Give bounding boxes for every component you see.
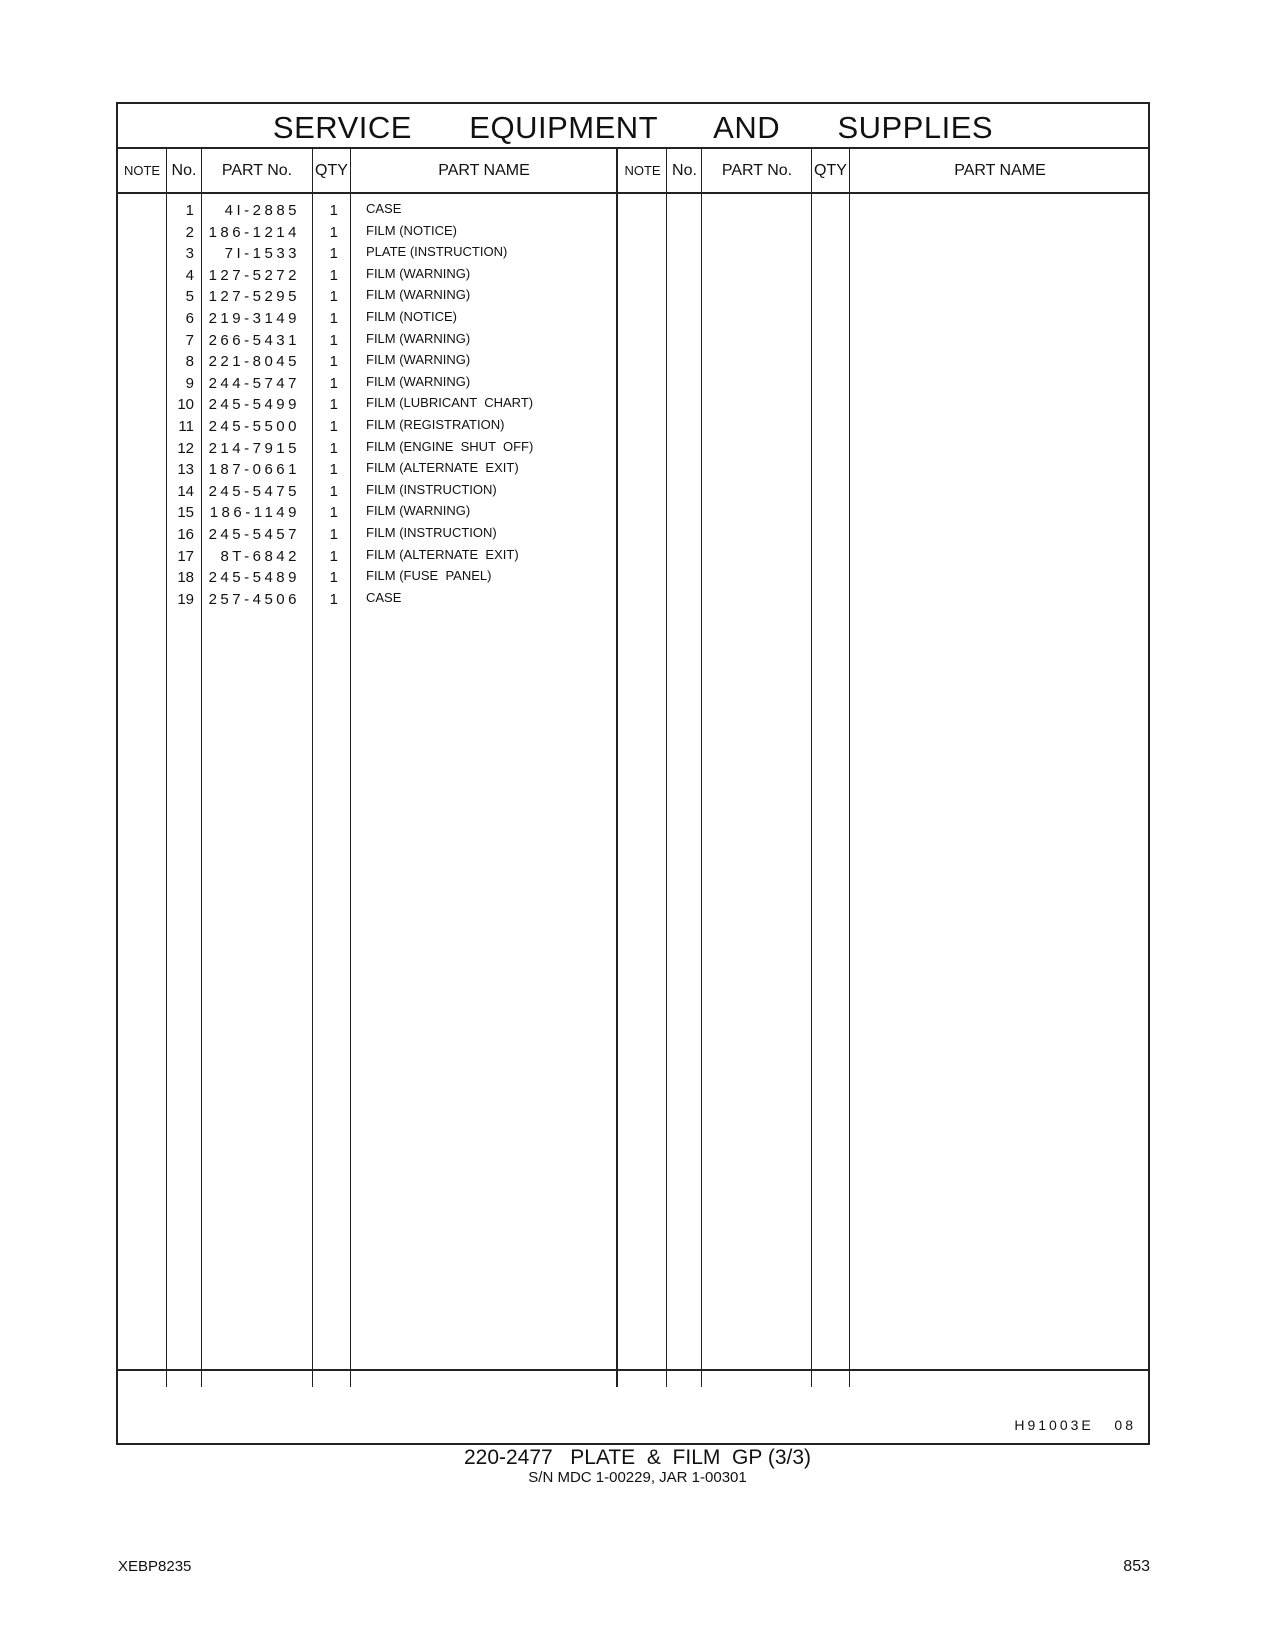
illustration-code: H91003E 08 [1014, 1417, 1136, 1433]
part-name: FILM (INSTRUCTION) [366, 481, 497, 497]
table-row [118, 591, 638, 613]
part-name: PLATE (INSTRUCTION) [366, 244, 508, 260]
item-number: 12 [177, 439, 194, 457]
part-name: FILM (FUSE PANEL) [366, 568, 492, 584]
part-name: FILM (WARNING) [366, 352, 471, 368]
part-number: 127-5272 [208, 266, 300, 284]
part-number: 186-1214 [208, 223, 300, 241]
part-name: FILM (WARNING) [366, 330, 471, 346]
table-row [118, 353, 638, 375]
item-number: 2 [185, 223, 194, 241]
part-number: 7I-1533 [224, 245, 300, 263]
part-name: FILM (ALTERNATE EXIT) [366, 546, 519, 562]
part-number: 8T-6842 [220, 547, 300, 565]
item-number: 16 [177, 526, 194, 543]
part-number: 245-5499 [208, 396, 300, 414]
quantity: 1 [329, 288, 338, 306]
part-number: 244-5747 [208, 374, 300, 392]
quantity: 1 [329, 569, 338, 587]
header-part-name-right: PART NAME [954, 162, 1046, 179]
table-row [118, 418, 638, 440]
table-row [118, 202, 638, 224]
header-part-no-left: PART No. [221, 162, 293, 179]
table-row [118, 310, 638, 332]
quantity: 1 [329, 418, 338, 435]
item-number: 13 [177, 461, 194, 479]
item-number: 1 [185, 202, 194, 219]
column-divider [701, 149, 702, 1387]
header-part-no-right: PART No. [721, 162, 793, 179]
part-name: FILM (ENGINE SHUT OFF) [366, 438, 534, 454]
part-name: FILM (WARNING) [366, 287, 471, 303]
table-row [118, 396, 638, 418]
section-title: SERVICE EQUIPMENT AND SUPPLIES [118, 104, 1148, 149]
part-number: 127-5295 [208, 288, 300, 306]
part-name: CASE [366, 589, 402, 605]
table-row [118, 267, 638, 289]
part-number: 186-1149 [209, 504, 300, 522]
header-qty-right: QTY [814, 162, 847, 179]
table-row [118, 548, 638, 570]
item-number: 11 [178, 418, 194, 435]
part-name: FILM (WARNING) [366, 265, 471, 281]
part-name: FILM (NOTICE) [366, 222, 457, 238]
group-caption: 220-2477 PLATE & FILM GP (3/3) [463, 1446, 812, 1469]
item-number: 15 [177, 504, 194, 522]
item-number: 3 [185, 245, 194, 263]
item-number: 18 [177, 569, 194, 587]
parts-table-frame [116, 102, 1150, 1445]
quantity: 1 [329, 396, 338, 414]
table-header-row [118, 149, 1148, 194]
part-name: FILM (INSTRUCTION) [366, 525, 497, 540]
quantity: 1 [329, 504, 338, 522]
quantity: 1 [329, 310, 338, 327]
part-number: 266-5431 [208, 331, 300, 349]
part-number: 221-8045 [208, 353, 300, 371]
part-name: FILM (NOTICE) [366, 309, 457, 324]
table-row [118, 375, 638, 397]
page-number: 853 [1123, 1558, 1150, 1575]
quantity: 1 [329, 202, 338, 219]
header-qty-left: QTY [315, 162, 348, 179]
quantity: 1 [329, 482, 338, 500]
column-divider [849, 149, 850, 1387]
quantity: 1 [329, 331, 338, 349]
table-row [118, 569, 638, 591]
part-number: 219-3149 [208, 310, 300, 327]
quantity: 1 [329, 374, 338, 392]
quantity: 1 [329, 353, 338, 371]
item-number: 17 [177, 547, 194, 565]
quantity: 1 [329, 547, 338, 565]
header-note-left: NOTE [123, 163, 161, 178]
item-number: 4 [185, 266, 194, 284]
header-no-left: No. [171, 162, 197, 179]
part-name: FILM (LUBRICANT CHART) [366, 395, 534, 411]
quantity: 1 [329, 590, 338, 608]
quantity: 1 [329, 461, 338, 479]
table-row [118, 332, 638, 354]
quantity: 1 [329, 223, 338, 241]
quantity: 1 [329, 439, 338, 457]
item-number: 19 [177, 590, 194, 608]
item-number: 8 [185, 353, 194, 371]
item-number: 10 [177, 396, 194, 414]
column-divider [811, 149, 812, 1387]
table-row [118, 440, 638, 462]
table-row [118, 526, 638, 548]
document-id: XEBP8235 [118, 1558, 192, 1575]
quantity: 1 [329, 245, 338, 263]
table-row [118, 504, 638, 526]
table-row [118, 288, 638, 310]
header-note-right: NOTE [624, 163, 661, 178]
table-row [118, 224, 638, 246]
table-row [118, 461, 638, 483]
part-name: FILM (WARNING) [366, 503, 471, 519]
part-number: 4I-2885 [224, 202, 300, 219]
item-number: 6 [185, 310, 194, 327]
table-row [118, 483, 638, 505]
column-divider [666, 149, 667, 1387]
header-part-name-left: PART NAME [438, 162, 530, 179]
part-number: 245-5475 [208, 482, 300, 500]
part-number: 245-5457 [208, 526, 300, 543]
item-number: 5 [185, 288, 194, 306]
part-name: CASE [366, 201, 402, 216]
part-number: 245-5489 [208, 569, 300, 587]
part-number: 187-0661 [208, 461, 300, 479]
header-no-right: No. [672, 162, 697, 179]
part-number: 257-4506 [208, 590, 300, 608]
part-number: 214-7915 [208, 439, 300, 457]
item-number: 7 [185, 331, 194, 349]
part-name: FILM (ALTERNATE EXIT) [366, 460, 519, 476]
part-number: 245-5500 [208, 418, 300, 435]
item-number: 9 [185, 374, 194, 392]
item-number: 14 [177, 482, 194, 500]
table-bottom-rule [118, 1369, 1148, 1371]
quantity: 1 [329, 526, 338, 543]
part-name: FILM (REGISTRATION) [366, 417, 505, 432]
quantity: 1 [329, 266, 338, 284]
table-row [118, 245, 638, 267]
serial-range: S/N MDC 1-00229, JAR 1-00301 [528, 1469, 747, 1486]
part-name: FILM (WARNING) [366, 373, 471, 389]
